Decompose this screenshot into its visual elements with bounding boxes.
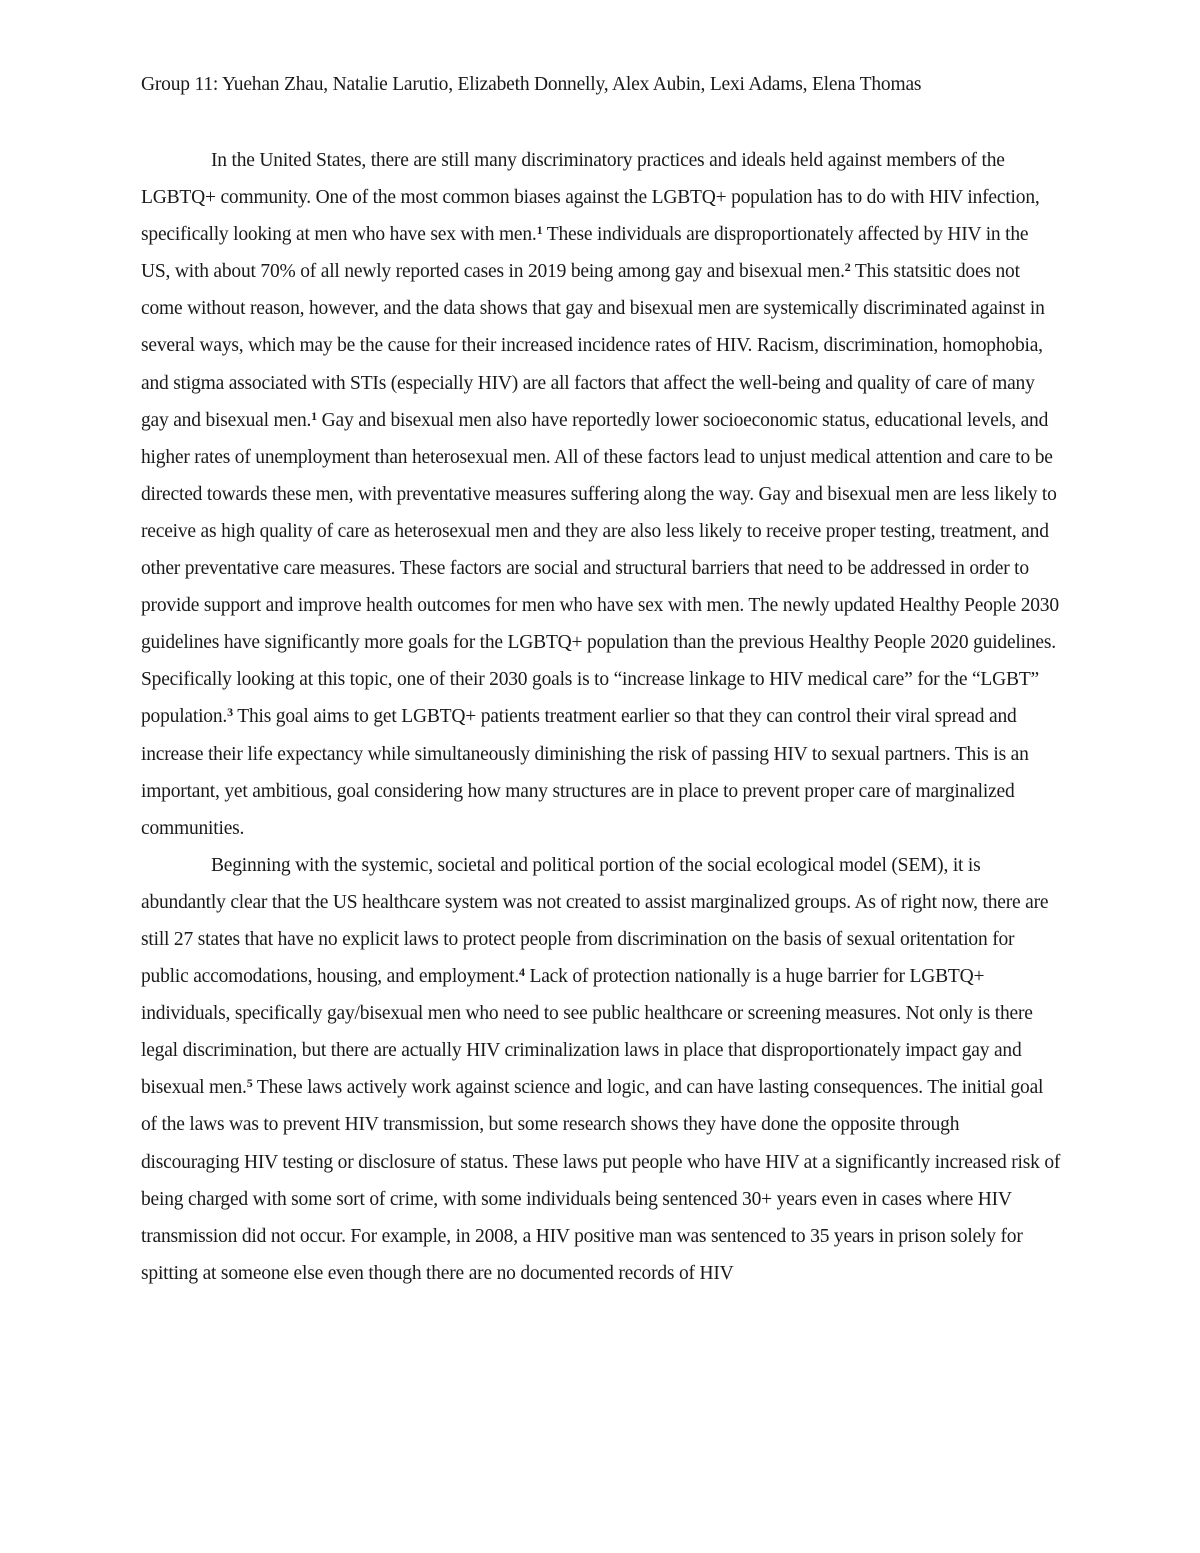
paragraph-2 <box>141 847 1061 1292</box>
reference-marker: 1 <box>536 223 543 238</box>
reference-marker: 5 <box>246 1076 253 1091</box>
text-segment: Gay and bisexual men also have reportedly lower socioeconomic status, educational levels, and higher rates of unemployment than heterosexual men. All of these factors lead to unjust medical attention and care to be directed towards these men, with preventative measures suffering along the way. Gay and bisexual men are less likely to receive as high quality of care as heterosexual men and they are also less likely to receive proper testing, treatment, and other preventative care measures. These factors are social and structural barriers that need to be addressed in order to provide support and improve health outcomes for men who have sex with men. The newly updated Healthy People 2030 guidelines have significantly more goals for the LGBTQ+ population than the previous Healthy People 2020 guidelines. Specifically looking at this topic, one of their 2030 goals is to “increase linkage to HIV medical care” for the “LGBT” population. <box>141 409 1059 728</box>
author-header: Group 11: Yuehan Zhau, Natalie Larutio, Elizabeth Donnelly, Alex Aubin, Lexi Adams, Elena Thomas <box>141 74 922 95</box>
reference-marker: 3 <box>227 705 233 720</box>
text-segment: Beginning with the systemic, societal and political portion of the social ecological model (SEM), it is abundantly clear that the US healthcare system was not created to assist marginalized groups. As of right now, there are still 27 states that have no explicit laws to protect people from discrimination on the basis of sexual oritentation for public accomodations, housing, and employment. <box>141 854 1049 988</box>
text-segment: These individuals are disproportionately affected by HIV in the US, with about 70% of all newly reported cases in 2019 being among gay and bisexual men. <box>141 224 1029 283</box>
paragraph-1 <box>141 142 1061 847</box>
text-segment: This statsitic does not come without reason, however, and the data shows that gay and bisexual men are systemically discriminated against in several ways, which may be the cause for their increased incidence rates of HIV. Racism, discrimination, homophobia, and stigma associated with STIs (especially HIV) are all factors that affect the well-being and quality of care of many gay and bisexual men. <box>141 261 1045 431</box>
text-segment: Lack of protection nationally is a huge barrier for LGBTQ+ individuals, specifically gay/bisexual men who need to see public healthcare or screening measures. Not only is there legal discrimination, but there are actually HIV criminalization laws in place that disproportionately impact gay and bisexual men. <box>141 966 1033 1099</box>
reference-marker: 2 <box>844 260 851 275</box>
reference-marker: 1 <box>311 408 317 423</box>
document-body <box>141 142 1061 1292</box>
text-segment: These laws actively work against science and logic, and can have lasting consequences. The initial goal of the laws was to prevent HIV transmission, but some research shows they have done the opposite through discouraging HIV testing or disclosure of status. These laws put people who have HIV at a significantly increased risk of being charged with some sort of crime, with some individuals being sentenced 30+ years even in cases where HIV transmission did not occur. For example, in 2008, a HIV positive man was sentenced to 35 years in prison solely for spitting at someone else even though there are no documented records of HIV <box>141 1077 1061 1284</box>
text-segment: In the United States, there are still many discriminatory practices and ideals held against members of the LGBTQ+ community. One of the most common biases against the LGBTQ+ population has to do with HIV infection, specifically looking at men who have sex with men. <box>141 150 1040 246</box>
reference-marker: 4 <box>519 965 525 980</box>
text-segment: This goal aims to get LGBTQ+ patients treatment earlier so that they can control their viral spread and increase their life expectancy while simultaneously diminishing the risk of passing HIV to sexual partners. This is an important, yet ambitious, goal considering how many structures are in place to prevent proper care of marginalized communities. <box>141 706 1029 839</box>
